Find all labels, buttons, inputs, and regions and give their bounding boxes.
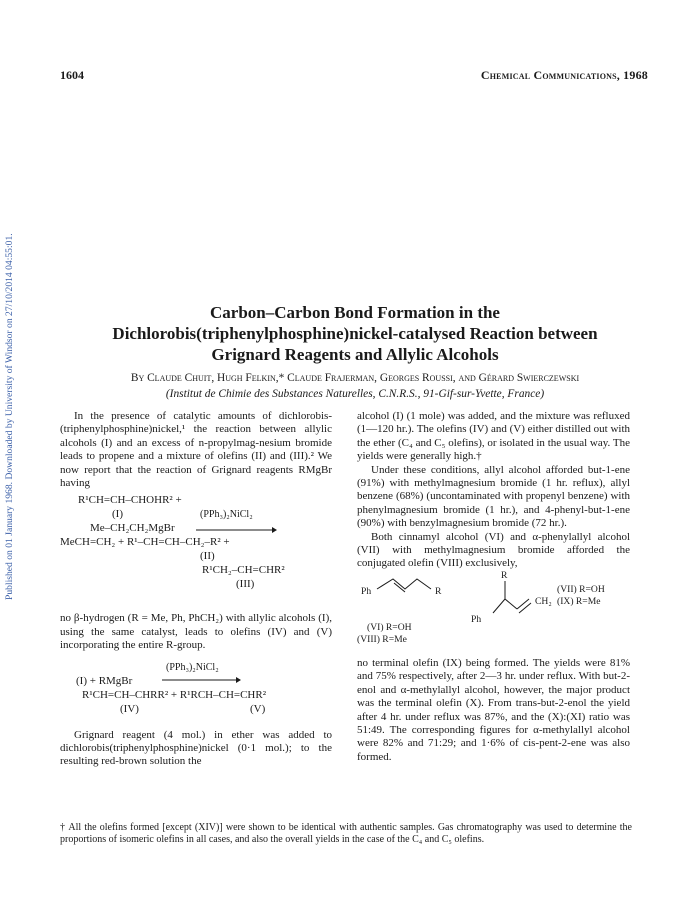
right-column <box>357 410 630 764</box>
compound-label: (III) <box>236 578 255 591</box>
products: R¹CH=CH–CHRR² + R¹RCH–CH=CHR² <box>82 688 267 701</box>
reactants: (I) + RMgBr <box>76 674 133 687</box>
paragraph: no β-hydrogen (R = Me, Ph, PhCH₂) with allylic alcohols (I), using the same catalyst, leads to olefins (IV) and (V) incorporating the entire R-group. <box>60 612 332 652</box>
compound-label: (II) <box>200 550 215 563</box>
reactant: R¹CH=CH–CHOHR² + <box>78 494 182 507</box>
reaction-scheme-2 <box>60 661 332 717</box>
catalyst-label: (PPh₃)₂NiCl₂ <box>200 509 253 521</box>
phenyl-label: Ph <box>361 585 372 597</box>
paragraph: In the presence of catalytic amounts of dichlorobis-(triphenylphosphine)nickel,¹ the reaction between allylic alcohols (I) and an excess of n-propylmag-nesium bromide leads to propene and a mixture of olefins (II) and (III).² We now report that the reaction of Grignard reagents RMgBr having <box>60 410 332 490</box>
journal-name: Chemical Communications, 1968 <box>480 68 648 82</box>
phenyl-label: Ph <box>471 613 482 625</box>
paragraph: no terminal olefin (IX) being formed. The yields were 81% and 75% respectively, after 2—3 hr. under reflux. With but-2-enol and α-methylallyl alcohol, however, the major product was the terminal olefin (X). From trans-but-2-enol the yield after 4 hr. under reflux was 87%, and the (X):(XI) ratio was 51:49. The corresponding figures for α-methylallyl alcohol were 82% and 71:29; and 1·6% of cis-pent-2-ene was also formed. <box>357 656 630 763</box>
paragraph: Both cinnamyl alcohol (VI) and α-phenylallyl alcohol (VII) with methylmagnesium bromide afforded the conjugated olefin (VIII) exclusively, <box>357 530 630 570</box>
compound-label: (VI) R=OH <box>367 621 412 633</box>
page-number: 1604 <box>60 68 84 82</box>
left-column <box>60 410 332 769</box>
products: MeCH=CH₂ + R¹–CH=CH–CH₂–R² + <box>60 536 230 549</box>
compound-label: (V) <box>250 702 266 715</box>
grignard-reagent: Me–CH₂CH₂MgBr <box>90 522 175 535</box>
catalyst-label: (PPh₃)₂NiCl₂ <box>166 661 219 673</box>
methylene-label: CH₂ <box>535 595 552 607</box>
article-title <box>40 302 670 365</box>
compound-label: (IV) <box>120 702 139 715</box>
title-line-1: Carbon–Carbon Bond Formation in the <box>210 303 500 322</box>
reaction-arrow <box>196 526 278 534</box>
compound-label: (I) <box>112 508 123 521</box>
download-sidebar <box>0 70 22 600</box>
affiliation: (Institut de Chimie des Substances Naturelles, C.N.R.S., 91-Gif-sur-Yvette, France) <box>165 388 545 400</box>
product: R¹CH₂–CH=CHR² <box>202 564 285 577</box>
r-group-label: R <box>435 585 442 597</box>
reaction-arrow <box>162 676 242 684</box>
compound-label: (VIII) R=Me <box>357 633 407 645</box>
running-head <box>60 68 648 83</box>
title-line-2: Dichlorobis(triphenylphosphine)nickel-catalysed Reaction between <box>112 324 598 343</box>
paragraph: alcohol (I) (1 mole) was added, and the mixture was refluxed (1—120 hr.). The olefins (IV) and (V) either distilled out with the ether (C₄ and C₅ olefins), or isolated in the usual way. The yields were generally high.† <box>357 410 630 463</box>
author-list: By Claude Chuit, Hugh Felkin,* Claude Frajerman, Georges Roussi, and Gérard Swierczewski <box>130 372 580 384</box>
paragraph: Grignard reagent (4 mol.) in ether was added to dichlorobis(triphenylphosphine)nickel (0·1 mol.); to the resulting red-brown solution the <box>60 728 332 768</box>
paragraph: Under these conditions, allyl alcohol afforded but-1-ene (91%) with methylmagnesium bromide (1 hr. reflux), allyl benzene (68%) (uncontaminated with propenyl benzene) with phenylmagnesium bromide (1 hr.), and 4-phenyl-but-1-ene (90%) with benzylmagnesium bromide (72 hr.). <box>357 463 630 530</box>
compound-label: (VII) R=OH <box>557 583 605 595</box>
title-line-3: Grignard Reagents and Allylic Alcohols <box>211 345 499 364</box>
publication-notice: Published on 01 January 1968. Downloaded by University of Windsor on 27/10/2014 04:55:01. <box>4 233 15 600</box>
reaction-scheme-1 <box>60 494 332 592</box>
structure-figure <box>357 569 630 653</box>
footnote: † All the olefins formed [except (XIV)] were shown to be identical with authentic samples. Gas chromatography was used to determine the proportions of isomeric olefins in all cases, and also the overall yields in the case of the C₄ and C₅ olefins. <box>60 822 632 846</box>
r-group-label: R <box>501 569 508 581</box>
compound-label: (IX) R=Me <box>557 595 601 607</box>
author-block <box>40 370 670 402</box>
